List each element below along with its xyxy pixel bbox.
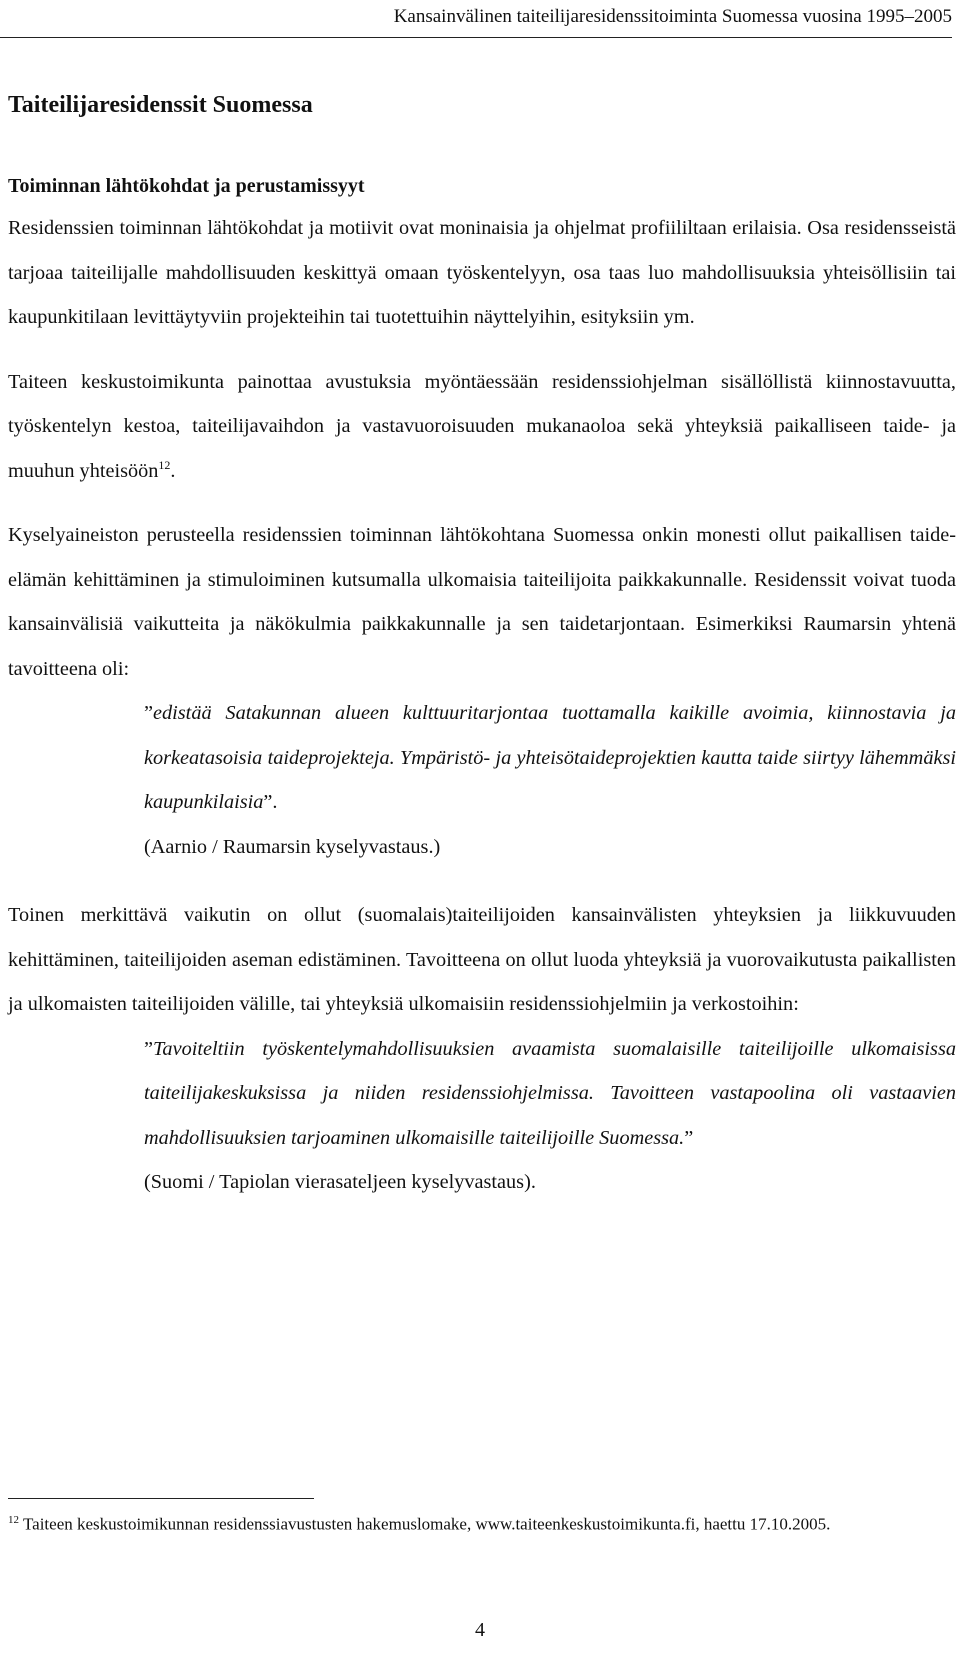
- blockquote-2: [144, 1027, 956, 1161]
- quote-1-attribution: (Aarnio / Raumarsin kyselyvastaus.): [144, 835, 441, 858]
- page-number: 4: [475, 1619, 485, 1641]
- paragraph-4: Toinen merkittävä vaikutin on ollut (suomalais)taiteilijoiden kansainvälisten yhteyksien ja liikkuvuuden kehittäminen, taiteilijoiden aseman edistäminen. Tavoitteena on ollut luoda yhteyksiä ja vuorovaikutusta paikallisten ja ulkomaisten taiteilijoiden välille, tai yhteyksiä ulkomaisiin residenssiohjelmiin ja verkostoihin:: [8, 904, 956, 1015]
- paragraph-2-end: .: [170, 459, 176, 482]
- header-divider: [0, 37, 952, 38]
- footnote: [8, 1507, 954, 1538]
- footnote-reference[interactable]: 12: [158, 457, 171, 472]
- footnote-text: Taiteen keskustoimikunnan residenssiavustusten hakemuslomake, www.taiteenkeskustoimikunta.fi, haettu 17.10.2005.: [22, 1514, 831, 1534]
- quote-1-open-mark: ”: [144, 702, 154, 724]
- quote-2-open-mark: ”: [144, 1037, 154, 1060]
- quote-2-close-mark: ”: [684, 1126, 694, 1149]
- quote-1-text: edistää Satakunnan alueen kulttuuritarjontaa tuottamalla kaikille avoimia, kiinnostavia ja korkeatasoisia taideprojekteja. Ympäristö- ja yhteisötaideprojektien kautta taide siirtyy lähemmäksi kaupunkilaisia: [144, 702, 956, 813]
- footnote-divider: [8, 1498, 314, 1499]
- quote-2-attribution: (Suomi / Tapiolan vierasateljeen kyselyvastaus).: [144, 1171, 536, 1193]
- running-header: Kansainvälinen taiteilijaresidenssitoiminta Suomessa vuosina 1995–2005: [393, 6, 952, 27]
- quote-2-text: Tavoiteltiin työskentelymahdollisuuksien avaamista suomalaisille taiteilijoille ulkomaisissa taiteilijakeskuksissa ja niiden residenssiohjelmissa. Tavoitteen vastapoolina oli vastaavien mahdollisuuksien tarjoaminen ulkomaisille taiteilijoille Suomessa.: [144, 1037, 956, 1149]
- blockquote-1: [144, 691, 956, 825]
- quote-1-close-mark: ”.: [263, 791, 278, 813]
- paragraph-3: Kyselyaineiston perusteella residenssien toiminnan lähtökohtana Suomessa onkin monesti ollut paikallisen taide-elämän kehittäminen ja stimuloiminen kutsumalla ulkomaisia taiteilijoita paikkakunnalle. Residenssit voivat tuoda kansainvälisiä vaikutteita ja näkökulmia paikkakunnalle ja sen taidetarjontaan. Esimerkiksi Raumarsin yhtenä tavoitteena oli:: [8, 524, 956, 680]
- chapter-title: Taiteilijaresidenssit Suomessa: [8, 92, 313, 118]
- paragraph-2: [8, 360, 956, 494]
- paragraph-1: Residenssien toiminnan lähtökohdat ja motiivit ovat moninaisia ja ohjelmat profiililtaan erilaisia. Osa residensseistä tarjoaa taiteilijalle mahdollisuuden keskittyä omaan työskentelyyn, osa taas luo mahdollisuuksia yhteisöllisiin tai kaupunkitilaan levittäytyviin projekteihin tai tuotettuihin näyttelyihin, esityksiin ym.: [8, 217, 956, 328]
- paragraph-2-text: Taiteen keskustoimikunta painottaa avustuksia myöntäessään residenssiohjelman sisällöllistä kiinnostavuutta, työskentelyn kestoa, taiteilijavaihdon ja vastavuoroisuuden mukanaoloa sekä yhteyksiä paikalliseen taide- ja muuhun yhteisöön: [8, 370, 956, 482]
- footnote-number: 12: [8, 1514, 19, 1526]
- section-heading: Toiminnan lähtökohdat ja perustamissyyt: [8, 175, 365, 197]
- page-content: [8, 90, 956, 1229]
